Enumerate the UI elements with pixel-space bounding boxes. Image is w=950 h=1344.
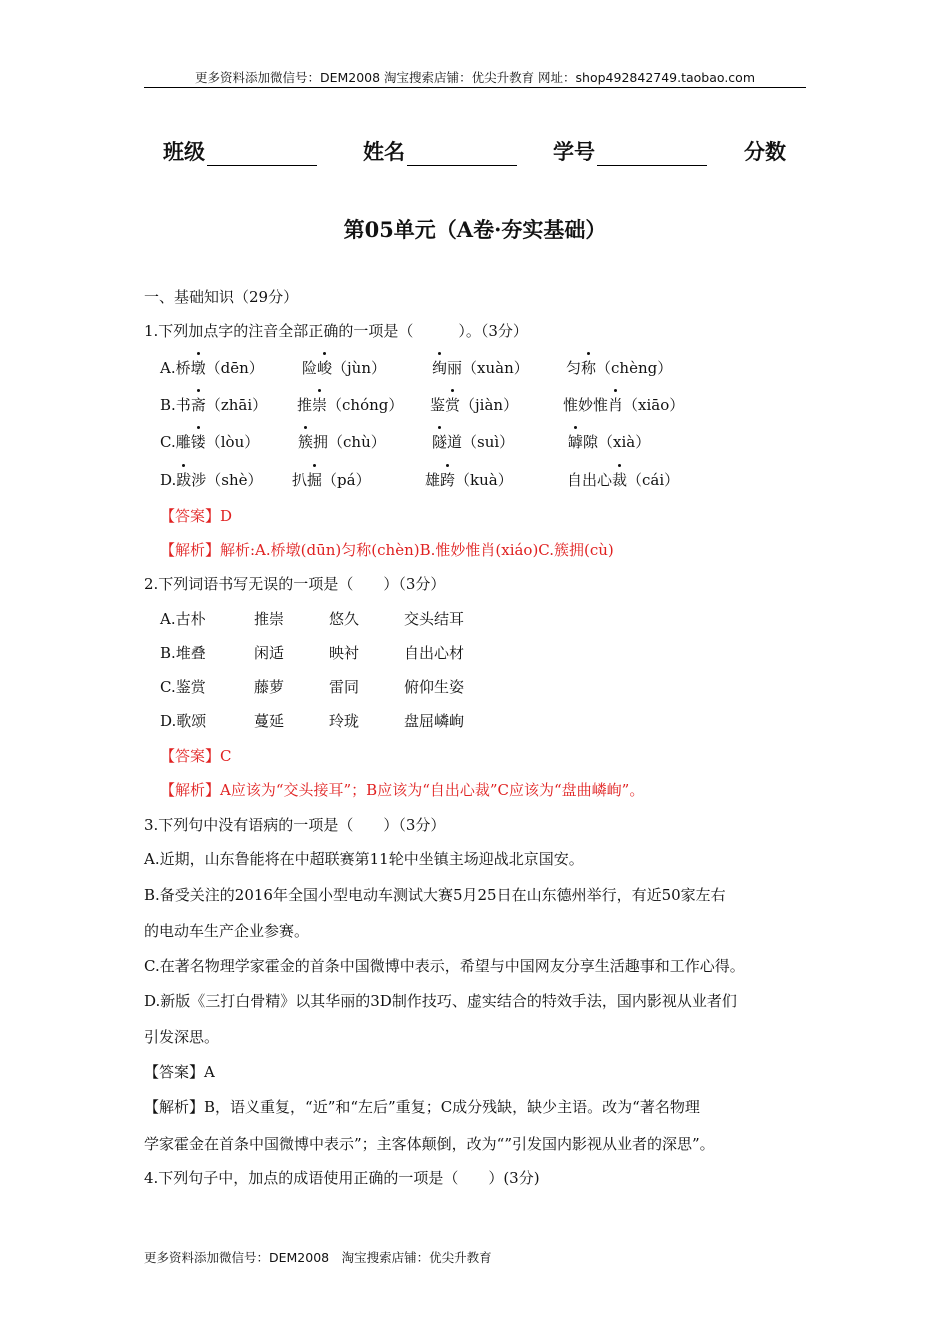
q2-cell: 交头结耳 xyxy=(404,610,465,628)
q1-c-item-2: 簇拥（chù） xyxy=(298,433,386,451)
class-label: 班级 xyxy=(163,140,205,164)
q1-b-item-4: 惟妙惟肖（xiāo） xyxy=(563,396,685,414)
q1-d-item-2: 扒掘（pá） xyxy=(292,471,371,489)
q2-cell: 雷同 xyxy=(329,678,360,696)
q1-d-item-4: 自出心裁（cái） xyxy=(567,471,680,489)
q2-cell: D.歌颂 xyxy=(160,712,207,730)
q1-c-item-4: 罅隙（xià） xyxy=(568,433,651,451)
id-label: 学号 xyxy=(553,140,595,164)
q3-answer: 【答案】A xyxy=(144,1063,215,1081)
q3-stem: 3.下列句中没有语病的一项是（ ）（3分） xyxy=(144,816,446,834)
q4-stem: 4.下列句子中，加点的成语使用正确的一项是（ ）(3分) xyxy=(144,1169,540,1187)
q2-answer: 【答案】C xyxy=(160,747,232,765)
q1-answer: 【答案】D xyxy=(160,507,233,525)
q3-option-b-line1: B.备受关注的2016年全国小型电动车测试大赛5月25日在山东德州举行，有近50家左右 xyxy=(144,886,726,904)
q2-cell: C.鉴赏 xyxy=(160,678,206,696)
q3-option-a: A.近期，山东鲁能将在中超联赛第11轮中坐镇主场迎战北京国安。 xyxy=(144,850,584,868)
header-rule xyxy=(144,87,806,88)
q2-analysis: 【解析】A应该为“交头接耳”；B应该为“自出心裁”C应该为“盘曲嶙峋”。 xyxy=(160,781,645,799)
q2-cell: 盘屈嶙峋 xyxy=(404,712,465,730)
q2-cell: 自出心材 xyxy=(404,644,465,662)
q1-b-item-2: 推崇（chóng） xyxy=(297,396,404,414)
q2-cell: 悠久 xyxy=(329,610,360,628)
q2-cell: 闲适 xyxy=(254,644,285,662)
page-title: 第05单元（A卷·夯实基础） xyxy=(343,217,607,242)
q2-cell: 蔓延 xyxy=(254,712,285,730)
page-footer: 更多资料添加微信号：DEM2008 淘宝搜索店铺：优尖升教育 xyxy=(144,1250,492,1265)
page-header: 更多资料添加微信号：DEM2008 淘宝搜索店铺：优尖升教育 网址：shop492842749.taobao.com xyxy=(194,70,756,85)
q1-a-item-1: A.桥墩（dēn） xyxy=(160,359,264,377)
q2-cell: 藤萝 xyxy=(254,678,285,696)
section-heading: 一、基础知识（29分） xyxy=(144,288,299,306)
q3-analysis-line2: 学家霍金在首条中国微博中表示”；主客体颠倒，改为“”引发国内影视从业者的深思”。 xyxy=(144,1135,715,1153)
q2-cell: 俯仰生姿 xyxy=(404,678,465,696)
q3-option-c: C.在著名物理学家霍金的首条中国微博中表示，希望与中国网友分享生活趣事和工作心得。 xyxy=(144,957,745,975)
q1-stem: 1.下列加点字的注音全部正确的一项是（ ）。（3分） xyxy=(144,322,528,340)
q2-cell: A.古朴 xyxy=(160,610,206,628)
q3-analysis-line1: 【解析】B，语义重复，“近”和“左后”重复；C成分残缺，缺少主语。改为“著名物理 xyxy=(144,1098,700,1116)
q1-b-item-1: B.书斋（zhāi） xyxy=(160,396,268,414)
q1-a-item-4: 匀称（chèng） xyxy=(566,359,673,377)
q1-b-item-3: 鉴赏（jiàn） xyxy=(430,396,519,414)
q3-option-b-line2: 的电动车生产企业参赛。 xyxy=(144,922,310,940)
q1-c-item-3: 隧道（suì） xyxy=(432,433,515,451)
q1-c-item-1: C.雕镂（lòu） xyxy=(160,433,260,451)
student-info-fields xyxy=(163,136,803,166)
q2-cell: 推崇 xyxy=(254,610,285,628)
score-label: 分数 xyxy=(744,140,786,164)
score-field xyxy=(744,136,786,166)
id-field[interactable] xyxy=(553,136,707,166)
name-field[interactable] xyxy=(363,136,517,166)
id-blank[interactable] xyxy=(597,143,707,166)
q2-stem: 2.下列词语书写无误的一项是（ ）（3分） xyxy=(144,575,446,593)
q3-option-d-line1: D.新版《三打白骨精》以其华丽的3D制作技巧、虚实结合的特效手法，国内影视从业者们 xyxy=(144,992,737,1010)
class-blank[interactable] xyxy=(207,143,317,166)
class-field[interactable] xyxy=(163,136,317,166)
name-label: 姓名 xyxy=(363,140,405,164)
q2-cell: B.堆叠 xyxy=(160,644,206,662)
q1-d-item-1: D.跋涉（shè） xyxy=(160,471,263,489)
q3-option-d-line2: 引发深思。 xyxy=(144,1028,220,1046)
q1-d-item-3: 雄跨（kuà） xyxy=(425,471,513,489)
name-blank[interactable] xyxy=(407,143,517,166)
q1-analysis: 【解析】解析:A.桥墩(dūn)匀称(chèn)B.惟妙惟肖(xiáo)C.簇拥(cù) xyxy=(160,541,614,559)
q1-a-item-2: 险峻（jùn） xyxy=(302,359,387,377)
q1-a-item-3: 绚丽（xuàn） xyxy=(432,359,529,377)
q2-cell: 玲珑 xyxy=(329,712,360,730)
q2-cell: 映衬 xyxy=(329,644,360,662)
